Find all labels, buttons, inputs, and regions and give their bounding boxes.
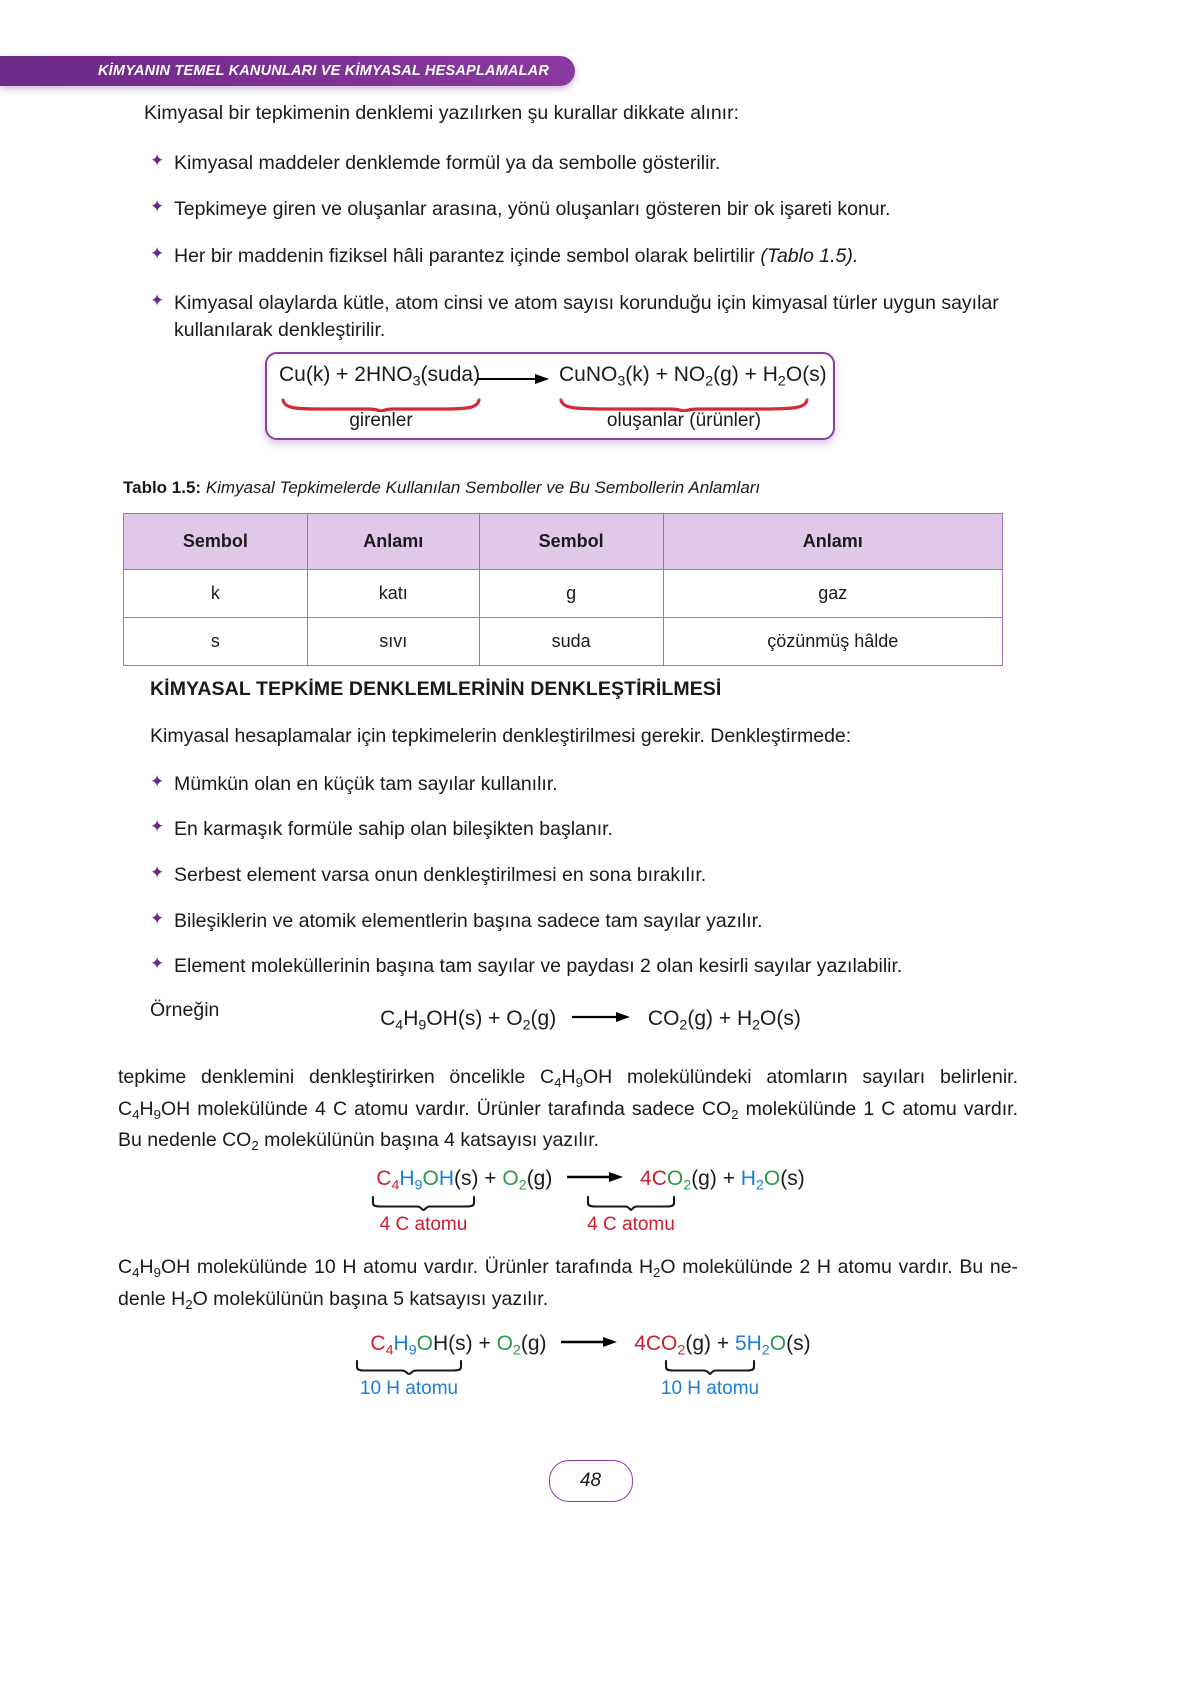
eq1-coefficient-4c: 4C bbox=[640, 1167, 667, 1190]
reaction-example-box bbox=[265, 352, 835, 440]
table-cell: çözünmüş hâlde bbox=[663, 618, 1002, 666]
eq2-hydrogen: $H_9$ bbox=[393, 1332, 417, 1359]
eq1-hydroxyl-h: H bbox=[438, 1167, 454, 1190]
diamond-bullet-icon: ✦ bbox=[150, 771, 165, 791]
left-carbon-count-label: 4 C atomu bbox=[379, 1214, 468, 1235]
eq-oh-o2: OH(s) + O bbox=[426, 1007, 523, 1030]
list-item bbox=[118, 196, 1018, 224]
example-intro-word: Örneğin bbox=[150, 999, 220, 1022]
symbols-table bbox=[123, 513, 1003, 666]
diamond-bullet-icon: ✦ bbox=[150, 954, 165, 974]
product-state: O(s) bbox=[785, 363, 827, 386]
explanation-paragraph-1: tepkime denklemini denkleştirirken öncelikle $C_4H_9OH$ molekülündeki atomların sayıları belirlenir. $C_4H_9OH$ molekülünde 4 C atomu vardır. Ürünler tarafında sadece $CO_2$ molekülünde 1 C atomu vardır. Bu nedenle $CO_2$ molekülünün başına 4 katsayısı yazılır. bbox=[118, 1066, 1018, 1154]
list-item-label: En karmaşık formüle sahip olan bileşikten başlanır. bbox=[174, 818, 613, 841]
reaction-arrow-icon bbox=[558, 1165, 640, 1188]
column-header-anlami-2: Anlamı bbox=[663, 514, 1002, 570]
list-item bbox=[118, 243, 1018, 271]
rules-bullet-list bbox=[118, 150, 1018, 345]
eq2-water-oxygen: O bbox=[769, 1332, 787, 1355]
reactant-state: (suda) bbox=[420, 363, 481, 386]
list-item-label: Serbest element varsa onun denkleştirilmesi en sona bırakılır. bbox=[174, 864, 707, 887]
explanation-paragraph-2: $C_4H_9OH$ molekülünde 10 H atomu vardır. Ürünler tarafında $H_2O$ molekülünde 2 H atomu vardır. Bu ne-denle $H_2O$ molekülünün başına 5 katsayısı yazılır. bbox=[118, 1256, 1018, 1312]
product-formula-3: (g) + H bbox=[713, 363, 778, 386]
table-header-row bbox=[124, 514, 1003, 570]
list-item-label: Bileşiklerin ve atomik elementlerin başına sadece tam sayılar yazılır. bbox=[174, 909, 763, 932]
reaction-arrow-icon bbox=[562, 1005, 648, 1028]
eq1-co2-state: (g) + bbox=[691, 1167, 741, 1190]
table-caption bbox=[123, 478, 760, 498]
eq1-state-s: (s) + bbox=[453, 1167, 503, 1190]
eq1-o2: $O_2$ bbox=[502, 1167, 527, 1194]
reactant-subscript: 3 bbox=[412, 373, 421, 390]
column-header-anlami-1: Anlamı bbox=[307, 514, 479, 570]
column-header-sembol-1: Sembol bbox=[124, 514, 308, 570]
diamond-bullet-icon: ✦ bbox=[150, 863, 165, 883]
reaction-arrow-icon bbox=[552, 1330, 634, 1353]
products-expression bbox=[559, 363, 827, 390]
eq-co2: CO bbox=[647, 1007, 680, 1030]
table-cell: s bbox=[124, 618, 308, 666]
list-item-label: Kimyasal maddeler denklemde formül ya da sembolle gösterilir. bbox=[174, 151, 721, 174]
diamond-bullet-icon: ✦ bbox=[150, 817, 165, 837]
list-item-label: Element moleküllerinin başına tam sayılar ve paydası 2 olan kesirli sayılar yazılabilir. bbox=[174, 955, 903, 978]
product-formula-2: (k) + NO bbox=[625, 363, 706, 386]
section-lead-paragraph: Kimyasal hesaplamalar için tepkimelerin denkleştirilmesi gerekir. Denkleştirmede: bbox=[150, 725, 852, 747]
eq2-coefficient-4co2: $4CO_2$ bbox=[634, 1332, 686, 1359]
product-subscript-1: 3 bbox=[617, 373, 626, 390]
eq1-oxygen: O bbox=[422, 1167, 439, 1190]
eq1-state-g: (g) bbox=[526, 1167, 553, 1190]
eq1-water-hydrogen: $H_2$ bbox=[740, 1167, 764, 1194]
list-item-label: Kimyasal olaylarda kütle, atom cinsi ve atom sayısı korunduğu için kimyasal türler uygun sayılar kullanılarak denkleştirilir. bbox=[174, 291, 999, 342]
intro-paragraph: Kimyasal bir tepkimenin denklemi yazılırken şu kurallar dikkate alınır: bbox=[144, 102, 739, 124]
eq-c-sub: 4 bbox=[395, 1017, 404, 1034]
eq1-hydrogen: $H_9$ bbox=[399, 1167, 423, 1194]
eq-c: C bbox=[380, 1007, 396, 1030]
eq-h2o-sub: 2 bbox=[752, 1017, 761, 1034]
products-underbrace-icon bbox=[559, 398, 809, 410]
product-formula-1: CuNO bbox=[559, 363, 618, 386]
balancing-section bbox=[118, 723, 1018, 1022]
running-header-banner bbox=[0, 56, 575, 86]
list-item bbox=[118, 908, 1018, 936]
eq2-water-state: (s) bbox=[786, 1332, 811, 1355]
eq-o2-state: (g) bbox=[530, 1007, 557, 1030]
explanation-paragraph-1-wrap bbox=[118, 1062, 1018, 1165]
list-item bbox=[118, 150, 1018, 178]
eq1-co2-oxygen: $O_2$ bbox=[666, 1167, 692, 1194]
list-item-label: Tepkimeye giren ve oluşanlar arasına, yönü oluşanları gösteren bir ok işareti konur. bbox=[174, 198, 891, 221]
table-cell: sıvı bbox=[307, 618, 479, 666]
eq2-state-g: (g) bbox=[520, 1332, 547, 1355]
example-equation-unbalanced bbox=[0, 1005, 1181, 1034]
diamond-bullet-icon: ✦ bbox=[150, 150, 165, 170]
table-cell: gaz bbox=[663, 570, 1002, 618]
list-item-label: Her bir maddenin fiziksel hâli parantez içinde sembol olarak belirtilir bbox=[174, 245, 761, 268]
list-item bbox=[118, 290, 1018, 345]
table-cross-reference: (Tablo 1.5). bbox=[760, 245, 859, 268]
diamond-bullet-icon: ✦ bbox=[150, 197, 165, 217]
eq1-water-oxygen: O bbox=[763, 1167, 781, 1190]
eq2-coefficient-5h2o: $5H_2$ bbox=[734, 1332, 770, 1359]
table-row bbox=[124, 570, 1003, 618]
eq1-carbon: $C_4$ bbox=[376, 1167, 400, 1194]
page-number-badge bbox=[549, 1460, 633, 1502]
page-number: 48 bbox=[579, 1470, 602, 1491]
balanced-equation-step-1 bbox=[0, 1165, 1181, 1194]
list-item bbox=[118, 771, 1018, 799]
eq-h2o-state: O(s) bbox=[760, 1007, 801, 1030]
table-cell: g bbox=[479, 570, 663, 618]
eq-co2-sub: 2 bbox=[679, 1017, 688, 1034]
running-header-title: KİMYANIN TEMEL KANUNLARI VE KİMYASAL HESAPLAMALAR bbox=[98, 63, 549, 79]
eq2-co2-state: (g) + bbox=[685, 1332, 735, 1355]
balanced-equation-step-2 bbox=[0, 1330, 1181, 1359]
diamond-bullet-icon: ✦ bbox=[150, 244, 165, 264]
list-item bbox=[118, 953, 1018, 981]
intro-section bbox=[118, 100, 1018, 364]
table-cell: suda bbox=[479, 618, 663, 666]
list-item bbox=[118, 862, 1018, 890]
eq-h: H bbox=[403, 1007, 419, 1030]
products-label: oluşanlar (ürünler) bbox=[606, 410, 762, 431]
eq2-hydroxyl-h: H(s) + bbox=[432, 1332, 497, 1355]
eq-o2-sub: 2 bbox=[522, 1017, 531, 1034]
explanation-paragraph-2-wrap bbox=[118, 1252, 1018, 1323]
list-item bbox=[118, 816, 1018, 844]
eq-h-sub: 9 bbox=[418, 1017, 427, 1034]
eq2-o2: $O_2$ bbox=[496, 1332, 521, 1359]
section-heading: KİMYASAL TEPKİME DENKLEMLERİNİN DENKLEŞTİRİLMESİ bbox=[150, 678, 722, 700]
eq-h2o: (g) + H bbox=[687, 1007, 753, 1030]
reaction-arrow-icon bbox=[477, 372, 551, 386]
left-hydrogen-count-label: 10 H atomu bbox=[359, 1378, 459, 1399]
right-hydrogen-count-label: 10 H atomu bbox=[660, 1378, 760, 1399]
eq2-oxygen: O bbox=[416, 1332, 433, 1355]
reactant-formula-main: Cu(k) + 2HNO bbox=[279, 363, 413, 386]
table-caption-number: Tablo 1.5: bbox=[123, 478, 202, 497]
product-subscript-2: 2 bbox=[705, 373, 714, 390]
eq2-carbon: $C_4$ bbox=[370, 1332, 394, 1359]
diamond-bullet-icon: ✦ bbox=[150, 908, 165, 928]
reactants-label: girenler bbox=[349, 410, 413, 431]
table-row bbox=[124, 618, 1003, 666]
balancing-bullet-list bbox=[118, 771, 1018, 981]
diamond-bullet-icon: ✦ bbox=[150, 290, 165, 310]
product-subscript-3: 2 bbox=[777, 373, 786, 390]
table-caption-text: Kimyasal Tepkimelerde Kullanılan Semboller ve Bu Sembollerin Anlamları bbox=[201, 478, 761, 497]
eq1-water-state: (s) bbox=[780, 1167, 805, 1190]
right-carbon-count-label: 4 C atomu bbox=[587, 1214, 675, 1235]
table-cell: katı bbox=[307, 570, 479, 618]
list-item-label: Mümkün olan en küçük tam sayılar kullanılır. bbox=[174, 772, 558, 795]
column-header-sembol-2: Sembol bbox=[479, 514, 663, 570]
reactants-expression bbox=[279, 363, 480, 390]
table-cell: k bbox=[124, 570, 308, 618]
reactants-underbrace-icon bbox=[281, 398, 481, 410]
